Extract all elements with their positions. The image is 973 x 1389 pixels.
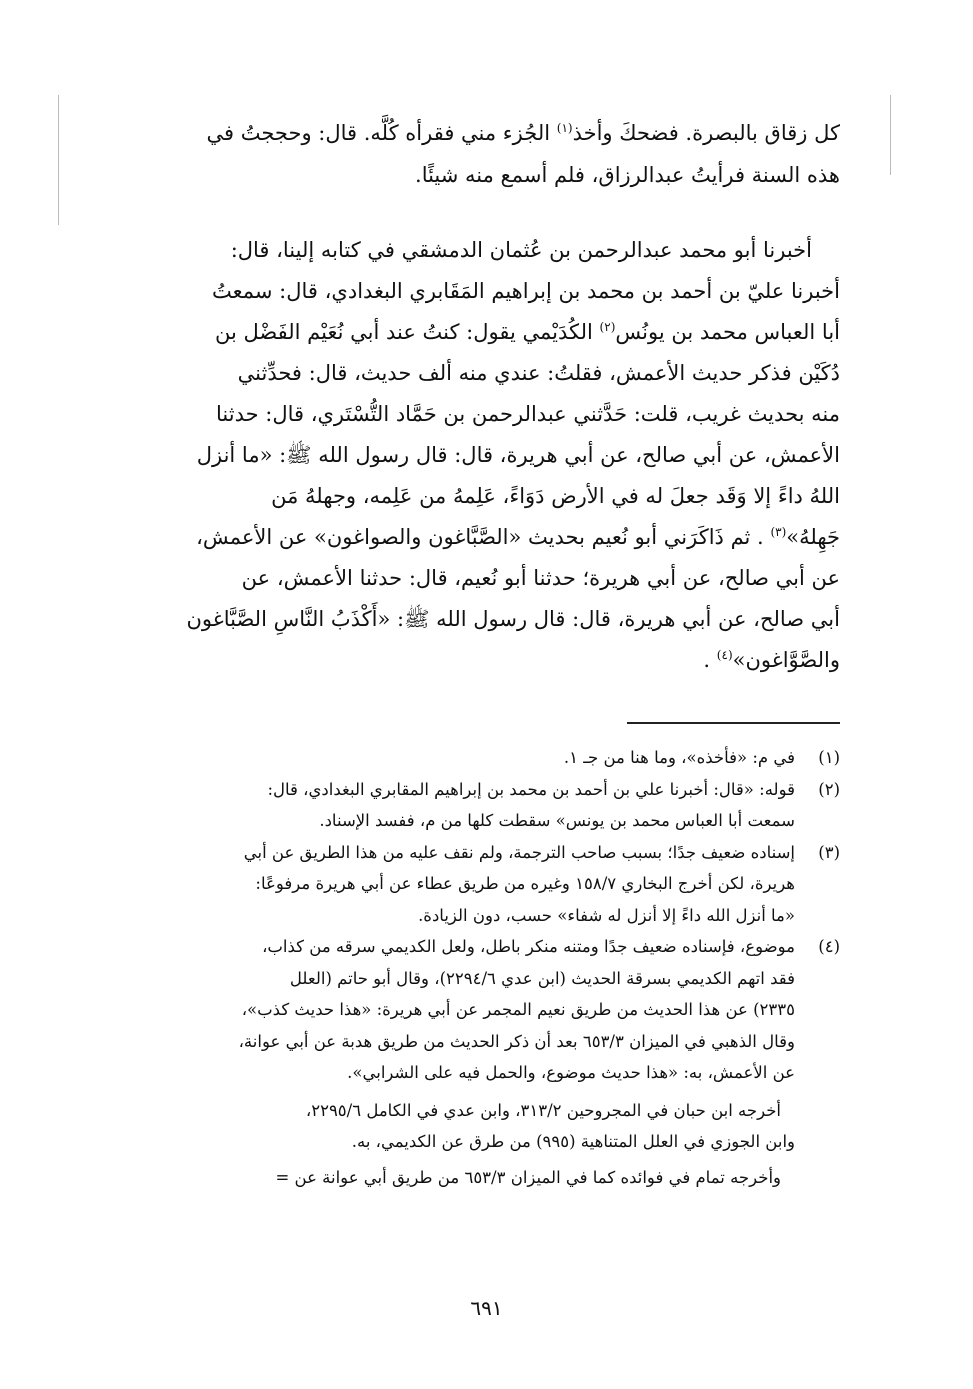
paragraph-1 — [130, 112, 840, 196]
footnote-line: موضوع، فإسناده ضعيف جدًا ومتنه منكر باطل، ولعل الكديمي سرقه من كذاب، — [262, 937, 795, 956]
text-line: والصَّوَّاغون»$^{(٤)}$ . — [703, 648, 840, 672]
scan-mark-right — [890, 95, 891, 175]
footnote-line: فقد اتهم الكديمي بسرقة الحديث (ابن عدي ٢٢٩٤/٦)، وقال أبو حاتم (العلل — [289, 968, 795, 988]
footnote-continuation — [130, 1162, 840, 1194]
footnote-marker: (١) — [556, 121, 573, 135]
text-line: كل زقاق بالبصرة. فضحكَ وأخذ$^{(١)}$ الجُزء مني فقرأه كُلَّه. قال: وحججتُ في — [206, 121, 840, 145]
footnote-line: قوله: «قال: أخبرنا علي بن أحمد بن محمد بن إبراهيم المقابري البغدادي، قال: — [267, 779, 795, 799]
footnote-3 — [130, 837, 840, 932]
text-line: أبي صالح، عن أبي هريرة، قال: قال رسول الله ﷺ: «أَكْذَبُ النَّاسِ الصَّبَّاغون — [186, 607, 840, 631]
footnote-line: عن الأعمش، به: «هذا حديث موضوع، والحمل فيه على الشرابي». — [347, 1063, 795, 1082]
text-line: الأعمش، عن أبي صالح، عن أبي هريرة، قال: قال رسول الله ﷺ: «ما أنزل — [196, 443, 840, 467]
text-line: أخبرنا عليّ بن أحمد بن محمد بن إبراهيم المَقَابري البغدادي، قال: سمعتُ — [212, 279, 840, 303]
footnote-number: (٢) — [818, 779, 840, 799]
footnote-2 — [130, 774, 840, 837]
text-line: هذه السنة فرأيتُ عبدالرزاق، فلم أسمع منه شيئًا. — [415, 163, 840, 187]
text-line: عن أبي صالح، عن أبي هريرة؛ حدثنا أبو نُعيم، قال: حدثنا الأعمش، عن — [241, 566, 840, 590]
page-number: ٦٩١ — [470, 1296, 503, 1320]
footnote-number: (٣) — [818, 842, 840, 862]
scan-mark-left — [58, 95, 59, 225]
footnote-separator — [627, 722, 840, 724]
footnote-line: هريرة، لكن أخرج البخاري ١٥٨/٧ وغيره من طريق عطاء عن أبي هريرة مرفوعًا: — [255, 874, 795, 893]
footnote-1 — [130, 742, 840, 774]
footnote-line: وأخرجه تمام في فوائده كما في الميزان ٦٥٣/٣ من طريق أبي عوانة عن = — [275, 1167, 781, 1187]
text-line: أخبرنا أبو محمد عبدالرحمن بن عُثمان الدمشقي في كتابه إلينا، قال: — [230, 238, 812, 262]
footnotes — [130, 742, 840, 1193]
footnote-line: في م: «فأخذه»، وما هنا من جـ ١. — [563, 748, 795, 767]
footnote-line: إسناده ضعيف جدًا؛ بسبب صاحب الترجمة، ولم نقف عليه من هذا الطريق عن أبي — [243, 842, 795, 862]
paragraph-2 — [130, 230, 840, 681]
footnote-4 — [130, 931, 840, 1089]
footnote-line: سمعت أبا العباس محمد بن يونس» سقطت كلها من م، ففسد الإسناد. — [319, 811, 795, 830]
text-line: دُكَيْن فذكر حديث الأعمش، فقلتُ: عندي منه ألف حديث، قال: فحدِّثني — [237, 361, 840, 385]
footnote-line: ٢٣٣٥) عن هذا الحديث من طريق نعيم المجمر عن أبي هريرة: «هذا حديث كذب»، — [241, 1000, 795, 1019]
footnote-continuation — [130, 1095, 840, 1158]
footnote-marker: (٤) — [716, 648, 733, 662]
footnote-line: وابن الجوزي في العلل المتناهية (٩٩٥) من طرق عن الكديمي، به. — [351, 1132, 795, 1151]
text-line: اللهُ داءً إلا وَقَد جعلَ له في الأرض دَوَاءً، عَلِمهُ من عَلِمه، وجهلهُ مَن — [271, 484, 840, 508]
footnote-marker: (٢) — [599, 320, 616, 334]
footnote-line: أخرجه ابن حبان في المجروحين ٣١٣/٢، وابن عدي في الكامل ٢٢٩٥/٦، — [305, 1100, 781, 1120]
footnote-line: «ما أنزل الله داءً إلا أنزل له شفاء» حسب، دون الزيادة. — [418, 905, 795, 925]
footnote-number: (١) — [818, 748, 840, 767]
text-line: منه بحديث غريب، قلت: حَدَّثني عبدالرحمن بن حَمَّاد التُّسْتَري، قال: حدثنا — [216, 402, 840, 426]
text-line: أبا العباس محمد بن يونُس$^{(٢)}$ الكُدَيْمي يقول: كنتُ عند أبي نُعَيْم الفَضْل بن — [215, 320, 840, 344]
footnote-number: (٤) — [818, 937, 840, 956]
footnote-marker: (٣) — [770, 525, 787, 539]
text-line: جَهِلهُ»$^{(٣)}$ . ثم ذَاكَرَني أبو نُعيم بحديث «الصَّبَّاغون والصواغون» عن الأعمش، — [196, 525, 840, 549]
footnote-line: وقال الذهبي في الميزان ٦٥٣/٣ بعد أن ذكر الحديث من طريق هدبة عن أبي عوانة، — [238, 1031, 795, 1051]
